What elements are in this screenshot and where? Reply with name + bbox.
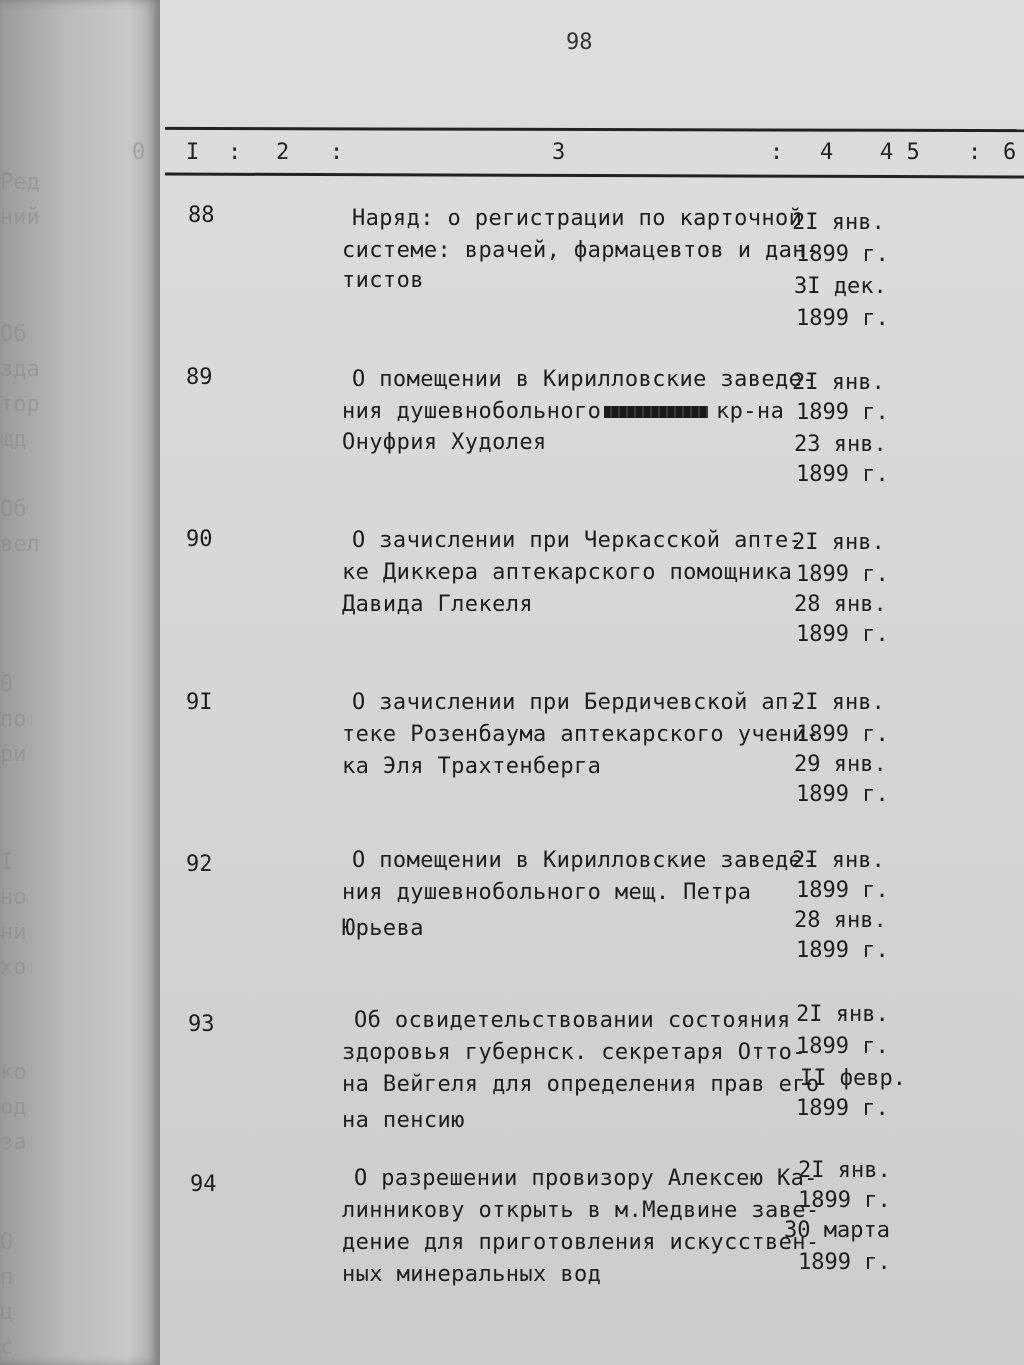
start-year: 1899 г. <box>796 400 889 425</box>
end-year: 1899 г. <box>796 782 889 807</box>
case-title-line: тистов <box>342 268 424 293</box>
case-title-line: здоровья губернск. секретаря Отто- <box>342 1040 806 1065</box>
column-6-header: 6 <box>1003 140 1017 165</box>
ghost-text: п <box>0 1265 14 1290</box>
case-title-line: линникову открыть в м.Медвине заве- <box>342 1198 820 1223</box>
case-title-line: кр-на <box>716 399 785 424</box>
end-date: II февр. <box>800 1066 906 1091</box>
case-title-line: дение для приготовления искусствен- <box>342 1230 820 1255</box>
case-title-line: Наряд: о регистрации по карточной <box>352 206 803 231</box>
case-title-line: ных минеральных вод <box>342 1262 602 1287</box>
left-page-edge <box>0 0 160 1365</box>
case-title-line: системе: врачей, фармацевтов и дан- <box>342 238 820 263</box>
column-5-header: 4 5 <box>880 140 920 165</box>
start-date: 2I янв. <box>798 1158 891 1183</box>
end-year: 1899 г. <box>798 1250 891 1275</box>
document-page <box>160 0 1024 1365</box>
page-number: 98 <box>566 30 593 55</box>
end-date: 28 янв. <box>794 592 887 617</box>
ghost-text: ц <box>0 1300 14 1325</box>
ghost-text: I <box>0 850 14 875</box>
ghost-text: зда <box>0 357 40 382</box>
ghost-text: тор <box>0 392 40 417</box>
start-date: 2I янв. <box>792 210 885 235</box>
case-title-line: ния душевнобольного <box>342 399 602 424</box>
end-year: 1899 г. <box>796 1096 889 1121</box>
start-year: 1899 г. <box>798 1188 891 1213</box>
start-date: 2I янв. <box>792 530 885 555</box>
start-date: 2I янв. <box>792 690 885 715</box>
end-year: 1899 г. <box>796 306 889 331</box>
case-title-line: О зачислении при Черкасской апте- <box>352 528 803 553</box>
ghost-text: по <box>0 707 27 732</box>
case-number: 93 <box>188 1012 215 1037</box>
case-number: 92 <box>186 852 213 877</box>
ghost-text: Об <box>0 497 27 522</box>
ghost-text: Ред <box>0 170 40 195</box>
ghost-text: но <box>0 885 27 910</box>
ghost-text: за <box>0 1130 27 1155</box>
case-title-line: теке Розенбаума аптекарского учени- <box>342 722 820 747</box>
case-title-line: на Вейгеля для определения прав его <box>342 1072 820 1097</box>
case-title-line: О помещении в Кирилловские заведе- <box>352 848 816 873</box>
end-date: 30 марта <box>784 1218 890 1243</box>
column-1-header: I <box>186 140 200 165</box>
ghost-text: 0 <box>0 672 14 697</box>
ghost-text: ний <box>0 205 40 230</box>
ghost-text: ни <box>0 920 27 945</box>
start-date: 2I янв. <box>792 370 885 395</box>
ghost-text: хо <box>0 955 27 980</box>
column-separator: : <box>968 140 982 165</box>
case-number: 88 <box>188 203 215 228</box>
case-number: 94 <box>190 1172 217 1197</box>
struck-out-text <box>604 406 708 418</box>
ghost-text: ко <box>0 1060 27 1085</box>
case-title-line: Об освидетельствовании состояния <box>354 1008 791 1033</box>
end-year: 1899 г. <box>796 622 889 647</box>
ghost-text: Об <box>0 322 27 347</box>
case-number: 89 <box>186 365 213 390</box>
start-year: 1899 г. <box>796 1034 889 1059</box>
ghost-text: с <box>0 1335 14 1360</box>
end-date: 28 янв. <box>794 908 887 933</box>
case-title-line: на пенсию <box>342 1108 465 1133</box>
column-3-header: 3 <box>552 140 566 165</box>
case-title-line: Онуфрия Худолея <box>342 430 547 455</box>
ghost-text: 0 <box>132 140 146 165</box>
start-date: 2I янв. <box>792 848 885 873</box>
end-year: 1899 г. <box>796 938 889 963</box>
end-date: 3I дек. <box>794 274 887 299</box>
start-year: 1899 г. <box>796 878 889 903</box>
case-title-line: ке Диккера аптекарского помощника <box>342 560 793 585</box>
start-year: 1899 г. <box>796 242 889 267</box>
column-separator: : <box>228 140 242 165</box>
start-date: 2I янв. <box>796 1002 889 1027</box>
end-date: 29 янв. <box>794 752 887 777</box>
end-date: 23 янв. <box>794 432 887 457</box>
column-2-header: 2 <box>276 140 290 165</box>
case-title-line: О зачислении при Бердичевской ап- <box>352 690 803 715</box>
case-number: 9I <box>186 690 213 715</box>
start-year: 1899 г. <box>796 562 889 587</box>
case-title-line: ка Эля Трахтенберга <box>342 754 602 779</box>
ghost-text: вел <box>0 532 40 557</box>
case-title-line: О помещении в Кирилловские заведе- <box>352 367 816 392</box>
case-title-line: ния душевнобольного мещ. Петра <box>342 880 752 905</box>
ghost-text: ри <box>0 742 27 767</box>
case-title-line: Юрьева <box>342 916 424 941</box>
case-title-line: О разрешении провизору Алексею Ка- <box>354 1166 818 1191</box>
ghost-text: щд <box>0 427 27 452</box>
column-separator: : <box>770 140 784 165</box>
case-title-line: Давида Глекеля <box>342 592 534 617</box>
end-year: 1899 г. <box>796 462 889 487</box>
case-number: 90 <box>186 527 213 552</box>
ghost-text: од <box>0 1095 27 1120</box>
ghost-text: О <box>0 1230 14 1255</box>
start-year: 1899 г. <box>796 722 889 747</box>
column-4-header: 4 <box>820 140 834 165</box>
column-separator: : <box>330 140 344 165</box>
